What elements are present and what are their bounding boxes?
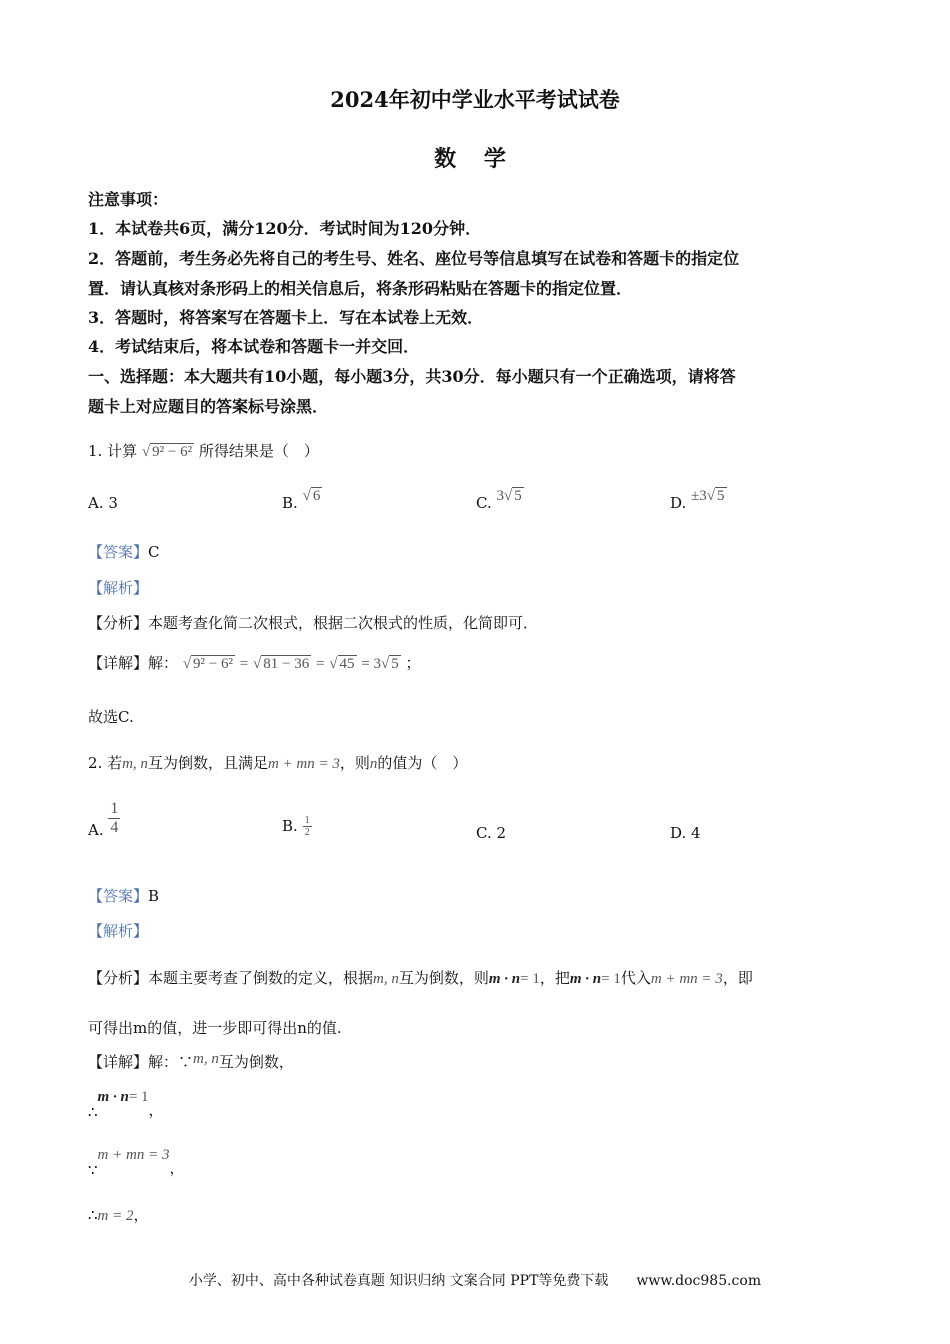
- q1-option-b-radical: √ 6: [302, 488, 321, 504]
- q1-option-c-coef: 3: [496, 488, 504, 504]
- q2-option-b: [282, 815, 312, 838]
- q2-fenxi: [88, 967, 753, 988]
- q1-option-b-value: 6: [312, 488, 321, 504]
- q1-option-c-radical: √ 5: [504, 488, 522, 504]
- q1-detail-r2-val: 81 − 36: [263, 656, 310, 672]
- q2-var-n: n: [369, 756, 378, 772]
- q2-suffix: 的值为（ ）: [377, 754, 468, 772]
- section-heading-cont: 题卡上对应题目的答案标号涂黑．: [88, 397, 329, 416]
- q2-detail-vars: m, n: [193, 1051, 219, 1067]
- q1-detail-end: ；: [405, 654, 421, 672]
- q1-fenxi-text: 本题考查化简二次根式，根据二次根式的性质，化简即可．: [148, 614, 539, 632]
- q2-fenxi-b: 互为倒数，则: [398, 969, 489, 987]
- q1-option-b: [282, 486, 322, 512]
- q2-option-c: C. 2: [476, 824, 507, 842]
- q2-analysis-tag: 【解析】: [88, 922, 149, 940]
- q2-fenxi-tag: 【分析】: [88, 969, 149, 987]
- q2-step-1: [88, 1085, 164, 1121]
- q2-fenxi-d: 代入: [620, 969, 651, 987]
- q1-detail-r1-val: 9² − 6²: [193, 656, 234, 672]
- q2-step-2-eq: m + mn = 3: [97, 1147, 170, 1163]
- q2-fenxi-c: ，把: [539, 969, 570, 987]
- q2-detail-tag: 【详解】: [88, 1053, 149, 1071]
- q1-fenxi: [88, 612, 538, 633]
- q2-fenxi-eq2-rhs: = 1: [601, 971, 621, 987]
- q1-detail-r3: √ 45: [329, 656, 355, 672]
- subject-title: 数 学: [434, 146, 516, 172]
- q2-option-b-num: 1: [304, 815, 310, 826]
- q2-vars: m, n: [122, 756, 148, 772]
- q2-step-3-symbol: ∴: [88, 1206, 98, 1224]
- q2-step-1-rhs: = 1: [128, 1089, 149, 1105]
- q1-conclusion: 故选C.: [88, 708, 134, 726]
- page-footer: 小学、初中、高中各种试卷真题 知识归纳 文案合同 PPT等免费下载 www.doc985.com: [188, 1273, 762, 1289]
- note-item-1: 1．本试卷共6页，满分120分．考试时间为120分钟．: [88, 219, 482, 238]
- q1-detail-eq3: = 3: [361, 656, 382, 672]
- q2-fenxi-vars: m, n: [373, 971, 399, 987]
- q2-option-a: [88, 800, 120, 837]
- q2-step-1-end: ，: [148, 1101, 164, 1119]
- q2-answer: [88, 885, 159, 906]
- q1-answer-value: C: [148, 543, 160, 561]
- q2-step-2-end: ，: [169, 1159, 185, 1177]
- q1-suffix: 所得结果是（ ）: [198, 442, 319, 460]
- q2-option-b-den: 2: [304, 827, 310, 838]
- q2-step-1-symbol: ∴: [88, 1103, 98, 1121]
- exam-title: 2024年初中学业水平考试试卷: [330, 87, 620, 112]
- q2-mid: 互为倒数，且满足: [147, 754, 268, 772]
- q1-option-a: A. 3: [88, 494, 118, 512]
- q1-detail-prefix: 解：: [148, 654, 179, 672]
- q2-option-b-label: B.: [282, 816, 298, 835]
- q1-option-d-label: D.: [670, 494, 687, 512]
- q2-detail-prefix: 解：∵: [148, 1053, 194, 1071]
- notes-heading: 注意事项：: [88, 190, 169, 209]
- q1-detail: [88, 652, 421, 673]
- q2-fenxi-eq1-rhs: = 1: [520, 971, 540, 987]
- q1-detail-eq1: =: [239, 656, 249, 672]
- q1-answer-tag: 【答案】: [88, 543, 149, 561]
- q2-prefix: 2. 若: [88, 754, 123, 772]
- note-item-4: 4．考试结束后，将本试卷和答题卡一并交回．: [88, 337, 420, 356]
- note-item-2: 2．答题前，考生务必先将自己的考生号、姓名、座位号等信息填写在试卷和答题卡的指定位: [88, 249, 740, 268]
- q1-option-c-value: 5: [514, 488, 522, 504]
- q1-detail-r2: √ 81 − 36: [253, 656, 310, 672]
- q2-fenxi-eq3: m + mn = 3: [650, 971, 723, 987]
- q2-mid2: ，则: [339, 754, 370, 772]
- q1-detail-r1: √ 9² − 6²: [182, 656, 234, 672]
- q1-fenxi-tag: 【分析】: [88, 614, 149, 632]
- q2-step-3-end: ，: [133, 1206, 149, 1224]
- q2-step-1-eq: m · n: [97, 1089, 129, 1105]
- q2-option-a-den: 4: [110, 819, 119, 836]
- q2-equation: m + mn = 3: [267, 756, 340, 772]
- q2-answer-tag: 【答案】: [88, 887, 149, 905]
- note-item-3: 3．答题时，将答案写在答题卡上．写在本试卷上无效．: [88, 308, 484, 327]
- q2-fenxi-eq2: m · n: [569, 971, 602, 987]
- q1-analysis-tag: 【解析】: [88, 579, 149, 597]
- q1-detail-r4-val: 5: [391, 656, 399, 672]
- q1-option-b-label: B.: [282, 494, 298, 512]
- q1-option-d: [670, 486, 727, 512]
- q1-detail-r4: √ 5: [381, 656, 399, 672]
- section-heading: 一、选择题：本大题共有10小题，每小题3分，共30分．每小题只有一个正确选项，请将答: [88, 367, 736, 386]
- q2-answer-value: B: [148, 887, 160, 905]
- q2-option-a-fraction: [108, 800, 120, 837]
- q2-detail: [88, 1051, 294, 1072]
- q1-option-d-coef: ±3: [691, 488, 707, 504]
- q2-detail-suffix: 互为倒数，: [218, 1053, 294, 1071]
- q1-option-c: [476, 486, 524, 512]
- q2-fenxi-e: ，即: [722, 969, 753, 987]
- q1-detail-eq2: =: [316, 656, 325, 672]
- q1-detail-r3-val: 45: [339, 656, 355, 672]
- q2-step-3-eq: m = 2: [97, 1208, 134, 1224]
- q1-detail-tag: 【详解】: [88, 654, 149, 672]
- q2-step-3: [88, 1204, 149, 1225]
- q2-option-a-num: 1: [110, 800, 119, 817]
- q2-fenxi-line2: 可得出m的值，进一步即可得出n的值.: [88, 1019, 342, 1037]
- note-item-2-cont: 置．请认真核对条形码上的相关信息后，将条形码粘贴在答题卡的指定位置．: [88, 279, 633, 298]
- q1-radical: √ 9² − 6²: [141, 444, 193, 460]
- q1-radicand: 9² − 6²: [152, 444, 193, 460]
- q1-answer: [88, 541, 160, 562]
- q1-option-c-label: C.: [476, 494, 492, 512]
- question-1: [88, 440, 319, 461]
- q1-option-d-value: 5: [717, 488, 725, 504]
- question-2: [88, 752, 467, 773]
- q2-fenxi-eq1: m · n: [488, 971, 521, 987]
- q2-step-2: [88, 1143, 185, 1179]
- q2-option-a-label: A.: [88, 820, 104, 839]
- q1-prefix: 1. 计算: [88, 442, 138, 460]
- q1-option-d-radical: √ 5: [706, 488, 725, 504]
- q2-step-2-symbol: ∵: [88, 1161, 98, 1179]
- q2-fenxi-a: 本题主要考查了倒数的定义，根据: [148, 969, 374, 987]
- q2-option-b-fraction: [303, 815, 312, 838]
- q2-option-d: D. 4: [670, 824, 701, 842]
